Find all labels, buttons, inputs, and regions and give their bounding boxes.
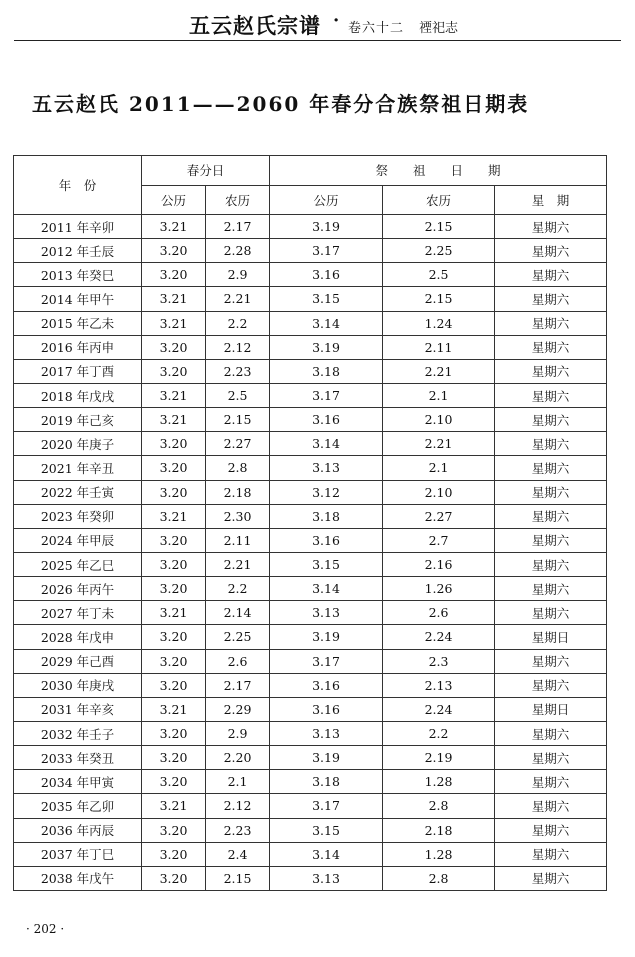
cell-equinox-lunar: 2.20	[206, 746, 270, 770]
cell-weekday: 星期日	[495, 625, 607, 649]
cell-ceremony-solar: 3.15	[270, 552, 383, 576]
cell-weekday: 星期六	[495, 577, 607, 601]
table-row	[14, 504, 607, 528]
table-row	[14, 528, 607, 552]
cell-weekday: 星期六	[495, 528, 607, 552]
cell-ceremony-lunar: 2.24	[383, 625, 495, 649]
cell-ceremony-lunar: 2.3	[383, 649, 495, 673]
cell-equinox-solar: 3.20	[142, 649, 206, 673]
cell-year: 2036 年丙辰	[14, 818, 142, 842]
cell-ceremony-solar: 3.16	[270, 528, 383, 552]
cell-weekday: 星期六	[495, 287, 607, 311]
cell-equinox-lunar: 2.14	[206, 601, 270, 625]
cell-ceremony-lunar: 2.10	[383, 408, 495, 432]
cell-ceremony-lunar: 2.1	[383, 456, 495, 480]
cell-equinox-solar: 3.20	[142, 818, 206, 842]
subheader-equinox-lunar: 农历	[206, 185, 270, 215]
cell-equinox-lunar: 2.17	[206, 215, 270, 239]
cell-ceremony-lunar: 2.25	[383, 239, 495, 263]
cell-ceremony-solar: 3.14	[270, 577, 383, 601]
cell-ceremony-lunar: 2.5	[383, 263, 495, 287]
cell-year: 2013 年癸巳	[14, 263, 142, 287]
cell-year: 2014 年甲午	[14, 287, 142, 311]
subheader-weekday: 星 期	[495, 185, 607, 215]
cell-year: 2022 年壬寅	[14, 480, 142, 504]
cell-year: 2030 年庚戌	[14, 673, 142, 697]
cell-equinox-solar: 3.20	[142, 239, 206, 263]
cell-equinox-lunar: 2.9	[206, 263, 270, 287]
cell-ceremony-solar: 3.14	[270, 432, 383, 456]
cell-equinox-solar: 3.21	[142, 504, 206, 528]
section-label: 禋祀志	[419, 21, 459, 36]
table-row	[14, 577, 607, 601]
cell-ceremony-lunar: 1.26	[383, 577, 495, 601]
table-row	[14, 456, 607, 480]
cell-weekday: 星期六	[495, 432, 607, 456]
table-row	[14, 335, 607, 359]
table-row	[14, 866, 607, 890]
cell-equinox-lunar: 2.11	[206, 528, 270, 552]
cell-equinox-lunar: 2.15	[206, 866, 270, 890]
subheader-ceremony-lunar: 农历	[383, 185, 495, 215]
cell-ceremony-lunar: 2.10	[383, 480, 495, 504]
cell-weekday: 星期六	[495, 239, 607, 263]
cell-equinox-solar: 3.20	[142, 673, 206, 697]
cell-year: 2028 年戊申	[14, 625, 142, 649]
table-row	[14, 239, 607, 263]
cell-equinox-solar: 3.20	[142, 746, 206, 770]
cell-ceremony-solar: 3.15	[270, 818, 383, 842]
cell-equinox-lunar: 2.5	[206, 383, 270, 407]
page-number: · 202 ·	[26, 922, 65, 936]
table-row	[14, 842, 607, 866]
cell-weekday: 星期六	[495, 552, 607, 576]
cell-weekday: 星期六	[495, 842, 607, 866]
cell-equinox-lunar: 2.27	[206, 432, 270, 456]
cell-year: 2033 年癸丑	[14, 746, 142, 770]
cell-weekday: 星期六	[495, 335, 607, 359]
cell-weekday: 星期六	[495, 311, 607, 335]
table-row	[14, 721, 607, 745]
subheader-ceremony-solar: 公历	[270, 185, 383, 215]
cell-weekday: 星期六	[495, 263, 607, 287]
cell-weekday: 星期六	[495, 673, 607, 697]
cell-ceremony-lunar: 1.28	[383, 770, 495, 794]
cell-ceremony-lunar: 1.24	[383, 311, 495, 335]
cell-ceremony-lunar: 2.16	[383, 552, 495, 576]
table-row	[14, 552, 607, 576]
cell-weekday: 星期六	[495, 770, 607, 794]
cell-ceremony-solar: 3.17	[270, 649, 383, 673]
cell-weekday: 星期六	[495, 601, 607, 625]
table-row	[14, 359, 607, 383]
cell-year: 2034 年甲寅	[14, 770, 142, 794]
cell-equinox-lunar: 2.9	[206, 721, 270, 745]
cell-year: 2018 年戊戌	[14, 383, 142, 407]
cell-weekday: 星期六	[495, 408, 607, 432]
cell-weekday: 星期日	[495, 697, 607, 721]
cell-weekday: 星期六	[495, 649, 607, 673]
cell-equinox-solar: 3.21	[142, 697, 206, 721]
cell-year: 2031 年辛亥	[14, 697, 142, 721]
cell-ceremony-solar: 3.18	[270, 359, 383, 383]
cell-equinox-solar: 3.20	[142, 625, 206, 649]
cell-weekday: 星期六	[495, 746, 607, 770]
table-row	[14, 746, 607, 770]
page-title: 五云赵氏 2011——2060 年春分合族祭祖日期表	[32, 92, 530, 116]
cell-equinox-solar: 3.21	[142, 215, 206, 239]
cell-ceremony-lunar: 2.18	[383, 818, 495, 842]
cell-year: 2023 年癸卯	[14, 504, 142, 528]
cell-equinox-solar: 3.20	[142, 480, 206, 504]
table-body	[14, 215, 607, 891]
cell-ceremony-solar: 3.12	[270, 480, 383, 504]
cell-ceremony-lunar: 2.7	[383, 528, 495, 552]
book-title: 五云赵氏宗谱	[189, 13, 321, 38]
table-row	[14, 263, 607, 287]
table-row	[14, 625, 607, 649]
cell-weekday: 星期六	[495, 480, 607, 504]
cell-weekday: 星期六	[495, 456, 607, 480]
cell-equinox-solar: 3.21	[142, 601, 206, 625]
cell-equinox-lunar: 2.21	[206, 552, 270, 576]
cell-equinox-solar: 3.20	[142, 432, 206, 456]
cell-year: 2017 年丁酉	[14, 359, 142, 383]
cell-year: 2015 年乙未	[14, 311, 142, 335]
table-row	[14, 697, 607, 721]
cell-year: 2012 年壬辰	[14, 239, 142, 263]
cell-ceremony-lunar: 2.15	[383, 215, 495, 239]
cell-equinox-solar: 3.20	[142, 552, 206, 576]
cell-equinox-lunar: 2.17	[206, 673, 270, 697]
cell-ceremony-solar: 3.13	[270, 866, 383, 890]
cell-ceremony-solar: 3.19	[270, 335, 383, 359]
cell-equinox-solar: 3.21	[142, 287, 206, 311]
cell-weekday: 星期六	[495, 794, 607, 818]
cell-equinox-lunar: 2.6	[206, 649, 270, 673]
table-row	[14, 287, 607, 311]
cell-equinox-solar: 3.21	[142, 383, 206, 407]
cell-ceremony-solar: 3.13	[270, 601, 383, 625]
cell-equinox-lunar: 2.23	[206, 818, 270, 842]
cell-ceremony-solar: 3.17	[270, 794, 383, 818]
cell-ceremony-solar: 3.16	[270, 673, 383, 697]
cell-ceremony-lunar: 2.15	[383, 287, 495, 311]
cell-year: 2038 年戊午	[14, 866, 142, 890]
cell-year: 2019 年己亥	[14, 408, 142, 432]
cell-year: 2026 年丙午	[14, 577, 142, 601]
table-row	[14, 673, 607, 697]
header-ceremony-date: 祭 祖 日 期	[270, 156, 607, 186]
table-row	[14, 794, 607, 818]
cell-ceremony-solar: 3.13	[270, 456, 383, 480]
table-row	[14, 601, 607, 625]
cell-ceremony-lunar: 2.19	[383, 746, 495, 770]
cell-ceremony-solar: 3.17	[270, 383, 383, 407]
cell-ceremony-lunar: 2.11	[383, 335, 495, 359]
cell-equinox-lunar: 2.15	[206, 408, 270, 432]
cell-year: 2025 年乙巳	[14, 552, 142, 576]
cell-ceremony-solar: 3.18	[270, 504, 383, 528]
cell-weekday: 星期六	[495, 866, 607, 890]
cell-ceremony-lunar: 2.27	[383, 504, 495, 528]
cell-equinox-lunar: 2.12	[206, 335, 270, 359]
cell-equinox-lunar: 2.8	[206, 456, 270, 480]
cell-ceremony-solar: 3.16	[270, 408, 383, 432]
cell-ceremony-lunar: 1.28	[383, 842, 495, 866]
cell-equinox-lunar: 2.30	[206, 504, 270, 528]
cell-ceremony-solar: 3.15	[270, 287, 383, 311]
cell-ceremony-solar: 3.19	[270, 746, 383, 770]
volume-label: 卷六十二	[348, 21, 405, 36]
cell-ceremony-lunar: 2.6	[383, 601, 495, 625]
table-row	[14, 770, 607, 794]
cell-equinox-lunar: 2.2	[206, 577, 270, 601]
header-spring-equinox: 春分日	[142, 156, 270, 186]
cell-year: 2037 年丁巳	[14, 842, 142, 866]
table-row	[14, 818, 607, 842]
table-row	[14, 311, 607, 335]
cell-year: 2016 年丙申	[14, 335, 142, 359]
cell-equinox-lunar: 2.18	[206, 480, 270, 504]
cell-equinox-solar: 3.20	[142, 577, 206, 601]
cell-weekday: 星期六	[495, 818, 607, 842]
cell-ceremony-solar: 3.14	[270, 842, 383, 866]
cell-equinox-solar: 3.20	[142, 770, 206, 794]
cell-equinox-solar: 3.20	[142, 456, 206, 480]
cell-equinox-lunar: 2.21	[206, 287, 270, 311]
cell-ceremony-solar: 3.14	[270, 311, 383, 335]
running-header	[14, 6, 621, 41]
cell-weekday: 星期六	[495, 504, 607, 528]
cell-ceremony-lunar: 2.8	[383, 794, 495, 818]
cell-equinox-lunar: 2.23	[206, 359, 270, 383]
cell-ceremony-lunar: 2.8	[383, 866, 495, 890]
cell-year: 2027 年丁未	[14, 601, 142, 625]
cell-equinox-lunar: 2.2	[206, 311, 270, 335]
cell-year: 2020 年庚子	[14, 432, 142, 456]
cell-ceremony-lunar: 2.21	[383, 432, 495, 456]
cell-year: 2035 年乙卯	[14, 794, 142, 818]
table-row	[14, 215, 607, 239]
cell-ceremony-lunar: 2.24	[383, 697, 495, 721]
cell-equinox-lunar: 2.1	[206, 770, 270, 794]
cell-equinox-solar: 3.20	[142, 263, 206, 287]
cell-equinox-solar: 3.20	[142, 842, 206, 866]
cell-year: 2021 年辛丑	[14, 456, 142, 480]
cell-ceremony-lunar: 2.21	[383, 359, 495, 383]
header-separator: ·	[333, 10, 340, 31]
cell-equinox-lunar: 2.12	[206, 794, 270, 818]
table-row	[14, 408, 607, 432]
cell-equinox-solar: 3.21	[142, 794, 206, 818]
cell-equinox-lunar: 2.29	[206, 697, 270, 721]
cell-weekday: 星期六	[495, 383, 607, 407]
cell-weekday: 星期六	[495, 359, 607, 383]
cell-equinox-solar: 3.20	[142, 359, 206, 383]
cell-weekday: 星期六	[495, 721, 607, 745]
cell-ceremony-lunar: 2.13	[383, 673, 495, 697]
cell-ceremony-solar: 3.16	[270, 263, 383, 287]
cell-equinox-solar: 3.21	[142, 311, 206, 335]
cell-equinox-solar: 3.20	[142, 335, 206, 359]
cell-ceremony-solar: 3.19	[270, 625, 383, 649]
cell-ceremony-solar: 3.18	[270, 770, 383, 794]
table-row	[14, 432, 607, 456]
cell-year: 2029 年己酉	[14, 649, 142, 673]
cell-equinox-solar: 3.20	[142, 528, 206, 552]
cell-ceremony-solar: 3.17	[270, 239, 383, 263]
table-row	[14, 649, 607, 673]
cell-equinox-solar: 3.20	[142, 866, 206, 890]
ceremony-date-table	[13, 155, 607, 891]
cell-equinox-solar: 3.20	[142, 721, 206, 745]
subheader-equinox-solar: 公历	[142, 185, 206, 215]
cell-equinox-solar: 3.21	[142, 408, 206, 432]
table-row	[14, 480, 607, 504]
cell-year: 2032 年壬子	[14, 721, 142, 745]
cell-ceremony-solar: 3.13	[270, 721, 383, 745]
table-row	[14, 383, 607, 407]
cell-ceremony-lunar: 2.2	[383, 721, 495, 745]
cell-ceremony-solar: 3.16	[270, 697, 383, 721]
cell-year: 2011 年辛卯	[14, 215, 142, 239]
cell-weekday: 星期六	[495, 215, 607, 239]
header-year: 年 份	[14, 156, 142, 215]
cell-ceremony-lunar: 2.1	[383, 383, 495, 407]
cell-ceremony-solar: 3.19	[270, 215, 383, 239]
cell-year: 2024 年甲辰	[14, 528, 142, 552]
cell-equinox-lunar: 2.25	[206, 625, 270, 649]
cell-equinox-lunar: 2.28	[206, 239, 270, 263]
cell-equinox-lunar: 2.4	[206, 842, 270, 866]
